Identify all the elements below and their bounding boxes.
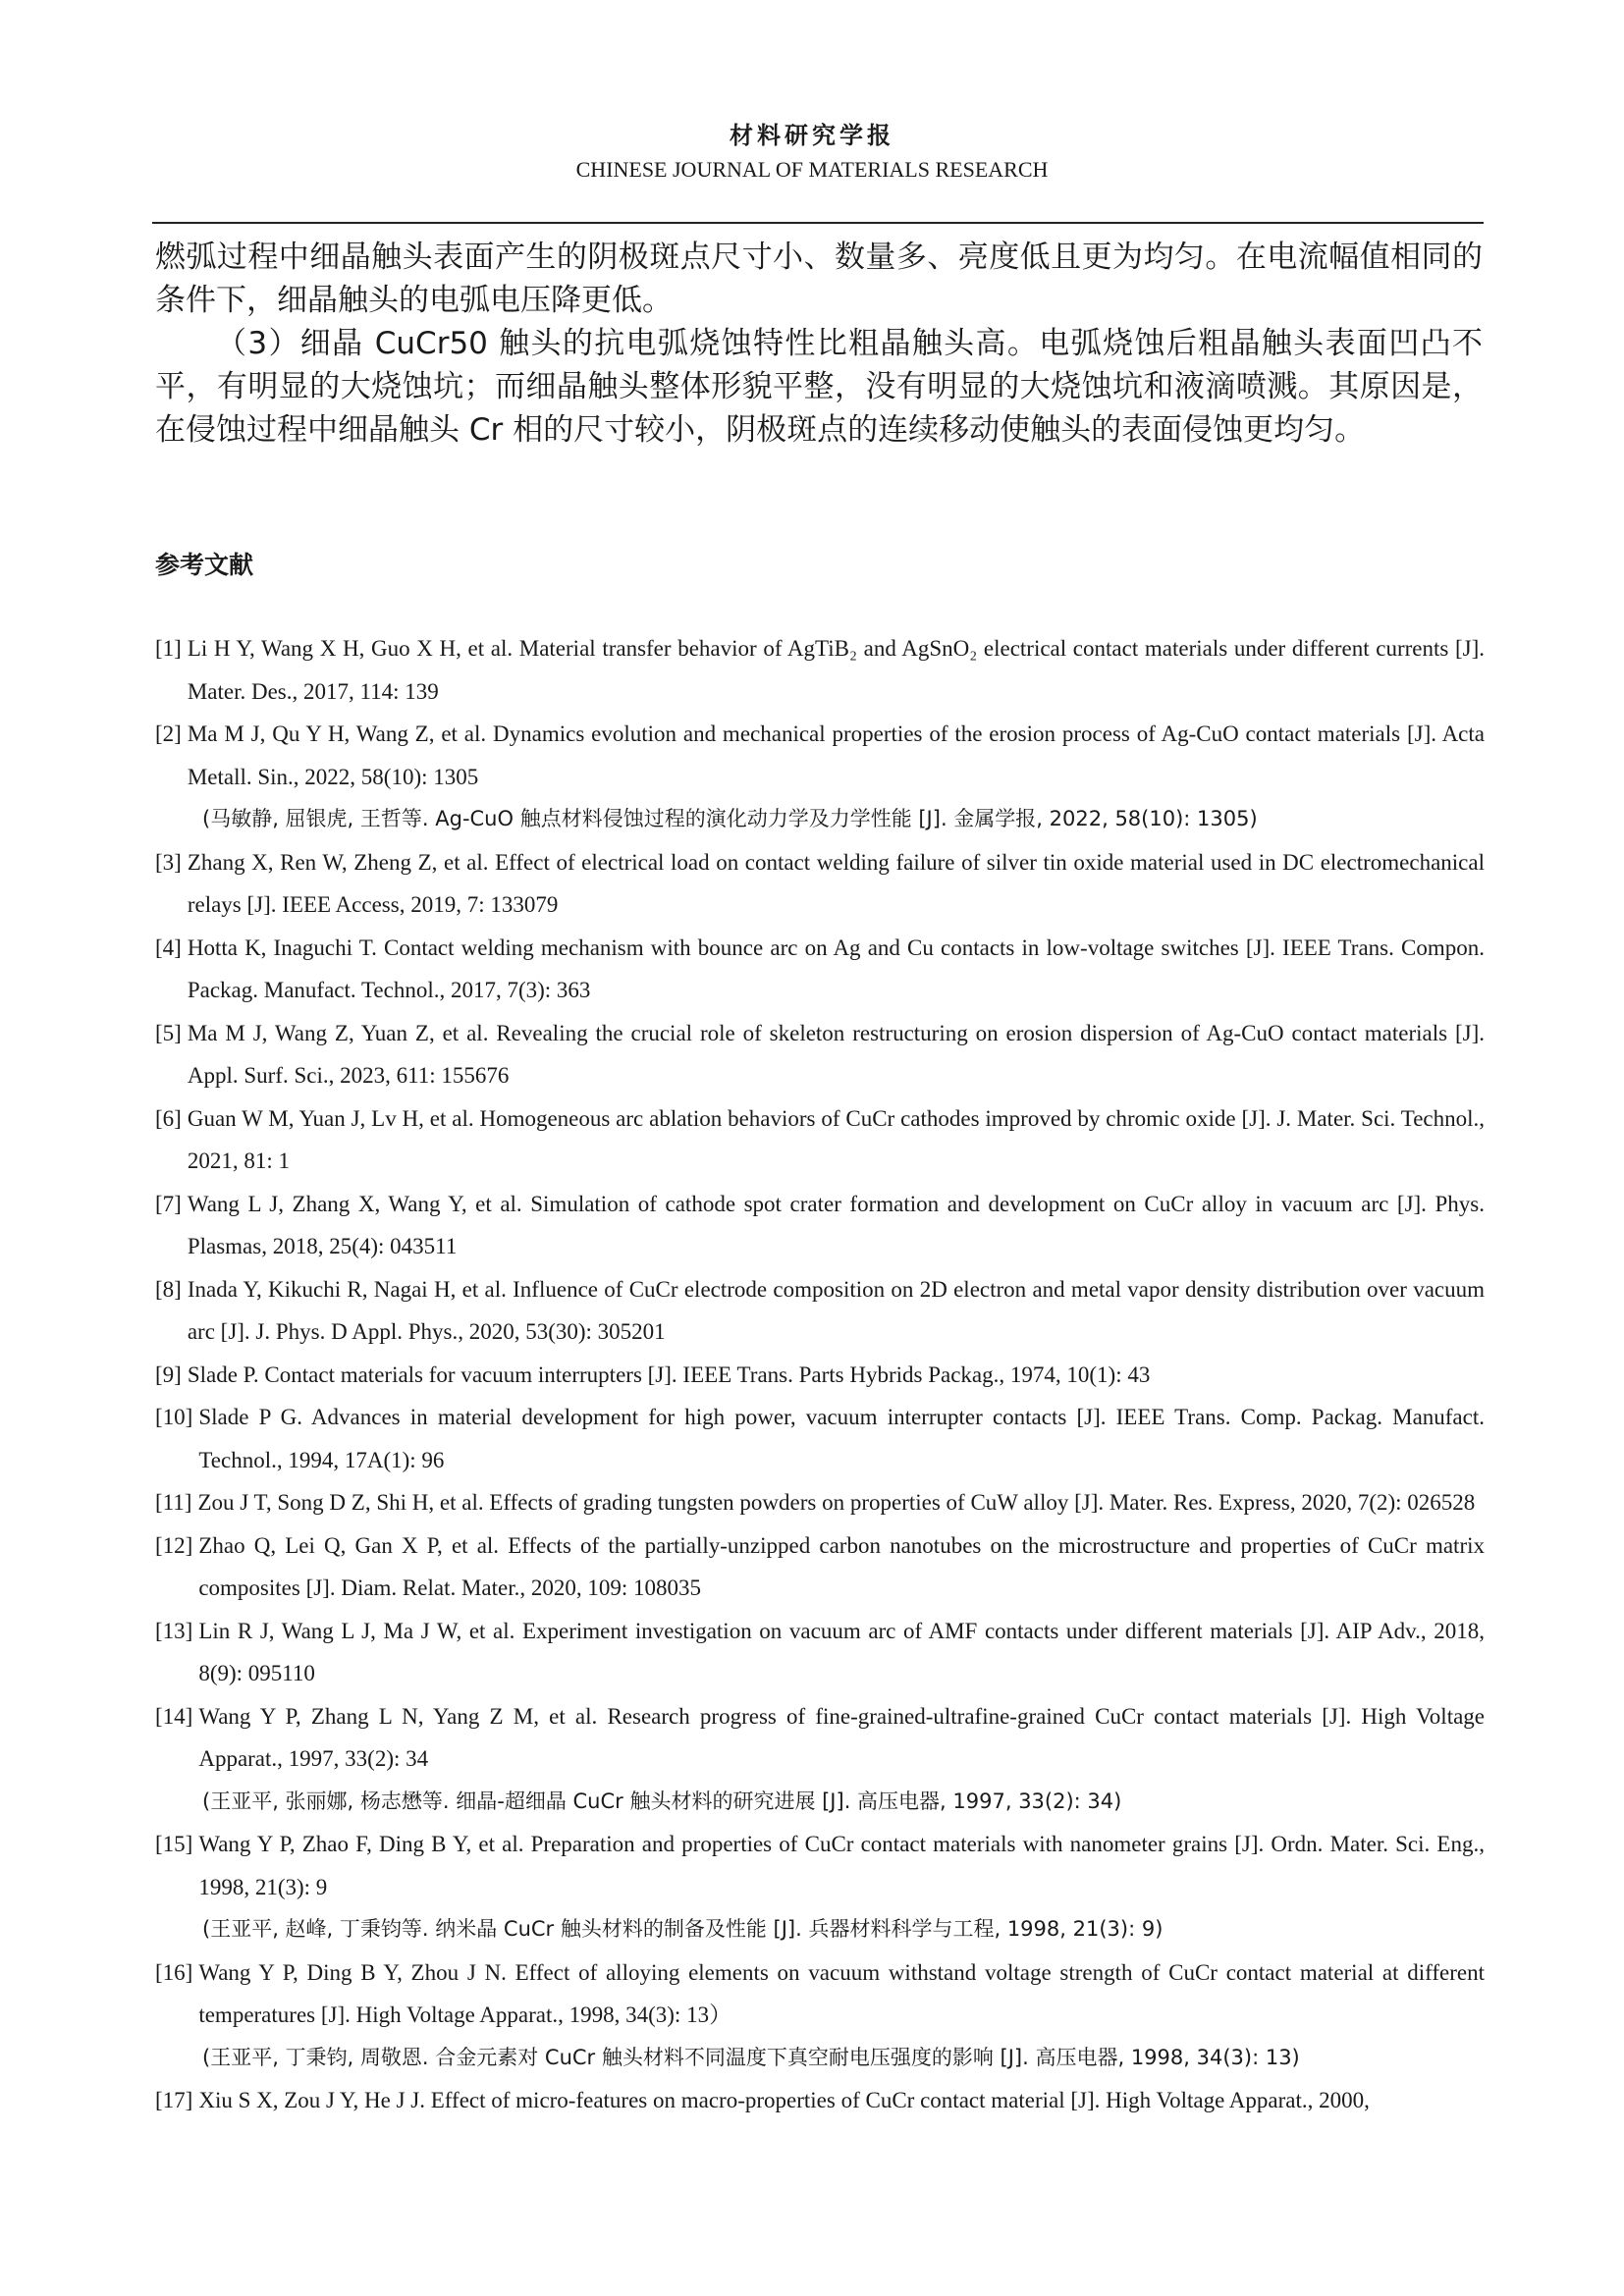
reference-item: [155, 627, 1485, 713]
references-heading: 参考文献: [155, 551, 254, 579]
reference-item: [155, 1524, 1485, 1610]
reference-text: Zhao Q, Lei Q, Gan X P, et al. Effects of the partially-unzipped carbon nanotubes on the microstructure and properties of CuCr matrix composites [J]. Diam. Relat. Mater., 2020, 109: 108035: [198, 1532, 1485, 1600]
reference-item: [155, 927, 1485, 1012]
reference-text: Wang Y P, Ding B Y, Zhou J N. Effect of alloying elements on vacuum withstand voltage strength of CuCr contact material at different temperatures [J]. High Voltage Apparat., 1998, 34(3): 13）: [198, 1959, 1485, 2027]
reference-number: [12]: [155, 1532, 193, 1558]
reference-number: [4]: [155, 934, 182, 960]
reference-number: [3]: [155, 849, 182, 875]
reference-text: Ma M J, Qu Y H, Wang Z, et al. Dynamics evolution and mechanical properties of the erosion process of Ag-CuO contact materials [J]. Acta Metall. Sin., 2022, 58(10): 1305: [187, 721, 1485, 789]
reference-number: [17]: [155, 2088, 193, 2112]
reference-text: Lin R J, Wang L J, Ma J W, et al. Experiment investigation on vacuum arc of AMF contacts under different materials [J]. AIP Adv., 2018, 8(9): 095110: [198, 1618, 1485, 1685]
reference-number: [7]: [155, 1191, 182, 1216]
reference-list: [155, 627, 1485, 2122]
reference-number: [5]: [155, 1020, 182, 1045]
reference-number: [16]: [155, 1959, 193, 1985]
journal-title-en: CHINESE JOURNAL OF MATERIALS RESEARCH: [575, 157, 1049, 182]
reference-text: Ma M J, Wang Z, Yuan Z, et al. Revealing the crucial role of skeleton restructuring on erosion dispersion of Ag-CuO contact materials [J]. Appl. Surf. Sci., 2023, 611: 155676: [187, 1020, 1485, 1088]
reference-text: Zou J T, Song D Z, Shi H, et al. Effects of grading tungsten powders on properties of CuW alloy [J]. Mater. Res. Express, 2020, 7(2): 026528: [197, 1490, 1476, 1515]
reference-number: [11]: [155, 1490, 192, 1515]
header-divider: [152, 222, 1484, 224]
reference-text-cn: (王亚平, 张丽娜, 杨志懋等. 细晶-超细晶 CuCr 触头材料的研究进展 [J]. 高压电器, 1997, 33(2): 34): [202, 1789, 1122, 1813]
reference-text: Wang Y P, Zhang L N, Yang Z M, et al. Research progress of fine-grained-ultrafine-grained CuCr contact materials [J]. High Voltage Apparat., 1997, 33(2): 34: [198, 1703, 1485, 1771]
reference-text: Slade P. Contact materials for vacuum interrupters [J]. IEEE Trans. Parts Hybrids Packag., 1974, 10(1): 43: [187, 1362, 1151, 1387]
reference-item: [155, 1268, 1485, 1354]
reference-text-cn: (马敏静, 屈银虎, 王哲等. Ag-CuO 触点材料侵蚀过程的演化动力学及力学性能 [J]. 金属学报, 2022, 58(10): 1305): [202, 807, 1258, 830]
reference-item: [155, 713, 1485, 798]
reference-text: Inada Y, Kikuchi R, Nagai H, et al. Influence of CuCr electrode composition on 2D electron and metal vapor density distribution over vacuum arc [J]. J. Phys. D Appl. Phys., 2020, 53(30): 305201: [187, 1276, 1485, 1344]
reference-text: Hotta K, Inaguchi T. Contact welding mechanism with bounce arc on Ag and Cu contacts in low-voltage switches [J]. IEEE Trans. Compon. Packag. Manufact. Technol., 2017, 7(3): 363: [187, 934, 1485, 1002]
reference-number: [8]: [155, 1276, 182, 1302]
body-paragraph: （3）细晶 CuCr50 触头的抗电弧烧蚀特性比粗晶触头高。电弧烧蚀后粗晶触头表面凹凸不平，有明显的大烧蚀坑；而细晶触头整体形貌平整，没有明显的大烧蚀坑和液滴喷溅。其原因是，在侵蚀过程中细晶触头 Cr 相的尺寸较小，阴极斑点的连续移动使触头的表面侵蚀更均匀。: [155, 326, 1483, 448]
reference-item: [155, 1951, 1485, 2037]
conclusion-text: [155, 236, 1483, 452]
reference-item: [155, 2079, 1485, 2122]
reference-text-cn: (王亚平, 赵峰, 丁秉钧等. 纳米晶 CuCr 触头材料的制备及性能 [J]. 兵器材料科学与工程, 1998, 21(3): 9): [202, 1917, 1164, 1941]
reference-text: Xiu S X, Zou J Y, He J J. Effect of micro-features on macro-properties of CuCr contact material [J]. High Voltage Apparat., 2000,: [198, 2088, 1370, 2112]
reference-text: Wang Y P, Zhao F, Ding B Y, et al. Preparation and properties of CuCr contact materials with nanometer grains [J]. Ordn. Mater. Sci. Eng., 1998, 21(3): 9: [198, 1832, 1485, 1899]
reference-item: [155, 1354, 1485, 1397]
reference-item: [155, 841, 1485, 927]
reference-text: Slade P G. Advances in material development for high power, vacuum interrupter contacts [J]. IEEE Trans. Comp. Packag. Manufact. Technol., 1994, 17A(1): 96: [198, 1405, 1485, 1472]
reference-item: [155, 1823, 1485, 1908]
reference-item: [155, 1610, 1485, 1695]
reference-item: [155, 1695, 1485, 1781]
reference-item: [155, 1396, 1485, 1481]
reference-number: [2]: [155, 721, 182, 746]
reference-number: [6]: [155, 1105, 182, 1131]
reference-text: Wang L J, Zhang X, Wang Y, et al. Simulation of cathode spot crater formation and development on CuCr alloy in vacuum arc [J]. Phys. Plasmas, 2018, 25(4): 043511: [187, 1191, 1485, 1258]
reference-number: [14]: [155, 1703, 193, 1729]
reference-text-cn: (王亚平, 丁秉钧, 周敬恩. 合金元素对 CuCr 触头材料不同温度下真空耐电压强度的影响 [J]. 高压电器, 1998, 34(3): 13): [202, 2045, 1300, 2069]
reference-number: [9]: [155, 1362, 182, 1387]
body-paragraph: 燃弧过程中细晶触头表面产生的阴极斑点尺寸小、数量多、亮度低且更为均匀。在电流幅值相同的条件下，细晶触头的电弧电压降更低。: [155, 240, 1483, 318]
reference-number: [15]: [155, 1832, 193, 1856]
reference-text: Guan W M, Yuan J, Lv H, et al. Homogeneous arc ablation behaviors of CuCr cathodes improved by chromic oxide [J]. J. Mater. Sci. Technol., 2021, 81: 1: [187, 1105, 1485, 1173]
reference-number: [1]: [155, 636, 182, 661]
reference-item: [155, 1481, 1485, 1524]
reference-number: [10]: [155, 1405, 193, 1429]
reference-number: [13]: [155, 1618, 193, 1643]
reference-item: [155, 1012, 1485, 1097]
reference-item: [155, 1097, 1485, 1183]
reference-text: Li H Y, Wang X H, Guo X H, et al. Material transfer behavior of AgTiB₂ and AgSnO₂ electrical contact materials under different currents [J]. Mater. Des., 2017, 114: 139: [187, 636, 1485, 704]
journal-title-cn: 材料研究学报: [730, 122, 894, 149]
reference-item: [155, 1183, 1485, 1268]
reference-text: Zhang X, Ren W, Zheng Z, et al. Effect of electrical load on contact welding failure of silver tin oxide material used in DC electromechanical relays [J]. IEEE Access, 2019, 7: 133079: [187, 849, 1485, 917]
